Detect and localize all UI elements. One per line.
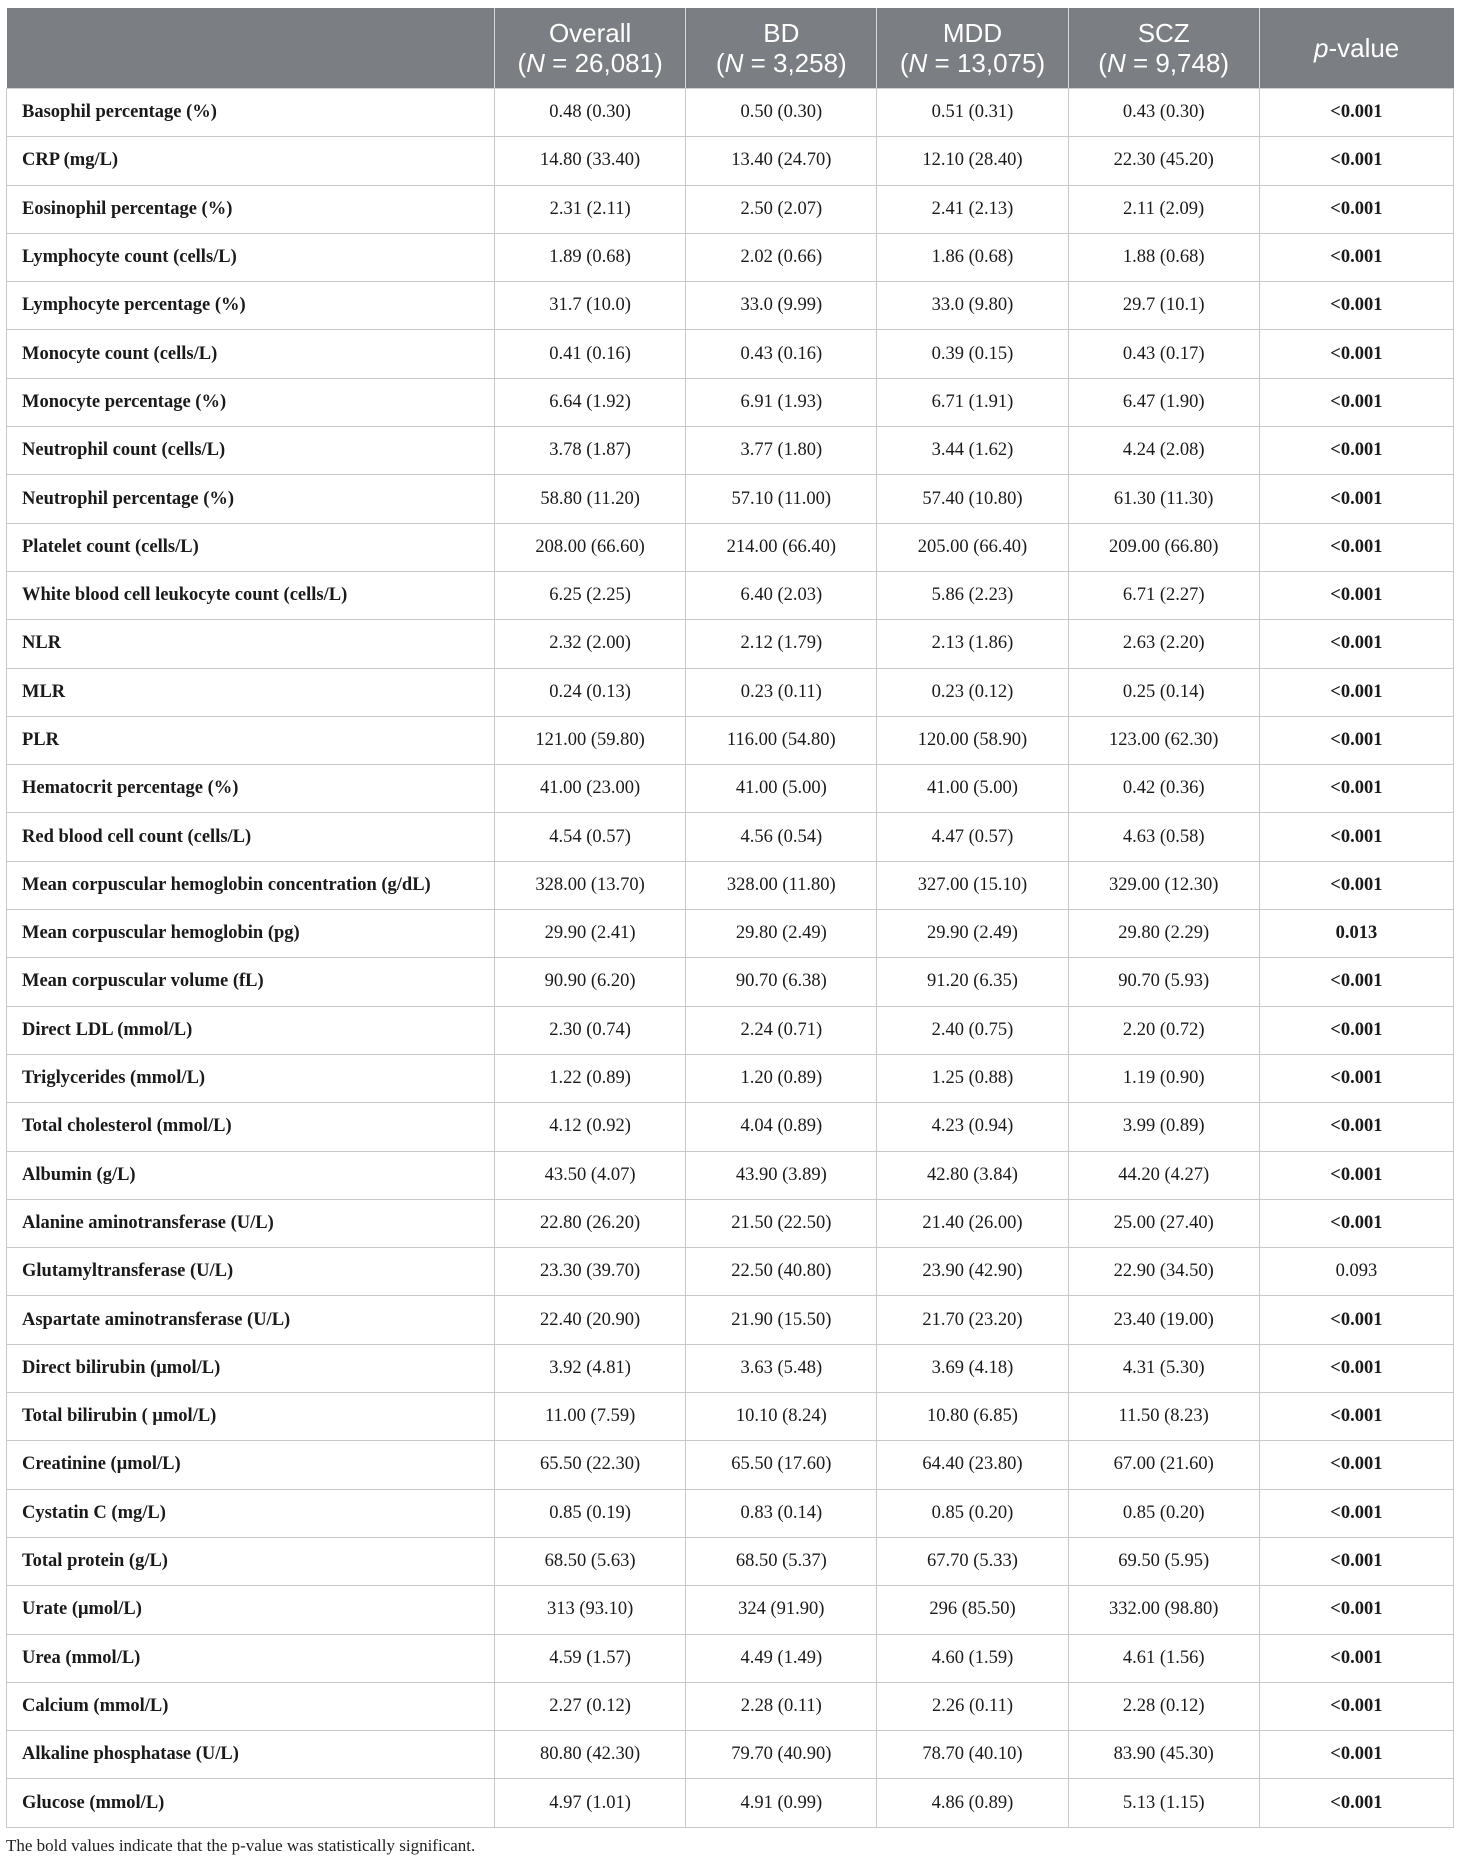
header-scz-n: (N = 9,748) xyxy=(1098,48,1230,78)
table-row xyxy=(7,861,1454,909)
cell-variable: Creatinine (μmol/L) xyxy=(7,1441,495,1489)
cell-variable: Neutrophil count (cells/L) xyxy=(7,427,495,475)
cell-bd: 21.90 (15.50) xyxy=(686,1296,877,1344)
cell-variable: Triglycerides (mmol/L) xyxy=(7,1054,495,1102)
cell-pvalue: <0.001 xyxy=(1259,475,1453,523)
header-mdd-label: MDD xyxy=(942,18,1003,48)
cell-mdd: 205.00 (66.40) xyxy=(877,523,1068,571)
cell-bd: 328.00 (11.80) xyxy=(686,861,877,909)
cell-scz: 2.20 (0.72) xyxy=(1068,1006,1259,1054)
cell-mdd: 4.60 (1.59) xyxy=(877,1634,1068,1682)
cell-bd: 2.28 (0.11) xyxy=(686,1682,877,1730)
table-row xyxy=(7,571,1454,619)
cell-scz: 44.20 (4.27) xyxy=(1068,1151,1259,1199)
table-row xyxy=(7,1586,1454,1634)
cell-bd: 2.02 (0.66) xyxy=(686,233,877,281)
cell-variable: Basophil percentage (%) xyxy=(7,89,495,137)
table-row xyxy=(7,427,1454,475)
cell-scz: 22.30 (45.20) xyxy=(1068,137,1259,185)
cell-variable: Cystatin C (mg/L) xyxy=(7,1489,495,1537)
cell-variable: CRP (mg/L) xyxy=(7,137,495,185)
cell-scz: 3.99 (0.89) xyxy=(1068,1103,1259,1151)
table-row xyxy=(7,378,1454,426)
cell-variable: Albumin (g/L) xyxy=(7,1151,495,1199)
header-mdd xyxy=(877,8,1068,89)
cell-mdd: 33.0 (9.80) xyxy=(877,282,1068,330)
table-footnote: The bold values indicate that the p-value was statistically significant. xyxy=(6,1836,476,1855)
cell-variable: Alanine aminotransferase (U/L) xyxy=(7,1199,495,1247)
header-pvalue xyxy=(1259,8,1453,89)
table-row xyxy=(7,813,1454,861)
cell-bd: 2.50 (2.07) xyxy=(686,185,877,233)
cell-scz: 5.13 (1.15) xyxy=(1068,1779,1259,1827)
cell-variable: NLR xyxy=(7,620,495,668)
cell-variable: Neutrophil percentage (%) xyxy=(7,475,495,523)
cell-pvalue: <0.001 xyxy=(1259,233,1453,281)
cell-pvalue: <0.001 xyxy=(1259,668,1453,716)
table-row xyxy=(7,1199,1454,1247)
cell-bd: 0.50 (0.30) xyxy=(686,89,877,137)
table-row xyxy=(7,233,1454,281)
cell-bd: 4.49 (1.49) xyxy=(686,1634,877,1682)
cell-bd: 29.80 (2.49) xyxy=(686,910,877,958)
cell-bd: 6.91 (1.93) xyxy=(686,378,877,426)
cell-scz: 29.80 (2.29) xyxy=(1068,910,1259,958)
cell-bd: 57.10 (11.00) xyxy=(686,475,877,523)
cell-scz: 2.28 (0.12) xyxy=(1068,1682,1259,1730)
cell-bd: 324 (91.90) xyxy=(686,1586,877,1634)
cell-pvalue: <0.001 xyxy=(1259,1682,1453,1730)
table-row xyxy=(7,910,1454,958)
cell-bd: 4.91 (0.99) xyxy=(686,1779,877,1827)
cell-bd: 43.90 (3.89) xyxy=(686,1151,877,1199)
cell-pvalue: <0.001 xyxy=(1259,1634,1453,1682)
cell-pvalue: <0.001 xyxy=(1259,523,1453,571)
table-container xyxy=(6,8,1454,1828)
cell-variable: Total cholesterol (mmol/L) xyxy=(7,1103,495,1151)
cell-mdd: 120.00 (58.90) xyxy=(877,716,1068,764)
table-row xyxy=(7,716,1454,764)
cell-bd: 6.40 (2.03) xyxy=(686,571,877,619)
cell-scz: 61.30 (11.30) xyxy=(1068,475,1259,523)
cell-pvalue: <0.001 xyxy=(1259,571,1453,619)
table-body xyxy=(7,89,1454,1828)
cell-scz: 332.00 (98.80) xyxy=(1068,1586,1259,1634)
cell-pvalue: <0.001 xyxy=(1259,185,1453,233)
cell-variable: Direct LDL (mmol/L) xyxy=(7,1006,495,1054)
cell-mdd: 41.00 (5.00) xyxy=(877,765,1068,813)
cell-overall: 90.90 (6.20) xyxy=(495,958,686,1006)
cell-pvalue: <0.001 xyxy=(1259,378,1453,426)
cell-variable: PLR xyxy=(7,716,495,764)
table-row xyxy=(7,1731,1454,1779)
cell-scz: 0.42 (0.36) xyxy=(1068,765,1259,813)
cell-scz: 23.40 (19.00) xyxy=(1068,1296,1259,1344)
cell-scz: 22.90 (34.50) xyxy=(1068,1248,1259,1296)
cell-mdd: 64.40 (23.80) xyxy=(877,1441,1068,1489)
cell-bd: 0.43 (0.16) xyxy=(686,330,877,378)
cell-overall: 2.27 (0.12) xyxy=(495,1682,686,1730)
cell-pvalue: <0.001 xyxy=(1259,1393,1453,1441)
cell-variable: Glucose (mmol/L) xyxy=(7,1779,495,1827)
cell-scz: 4.61 (1.56) xyxy=(1068,1634,1259,1682)
table-row xyxy=(7,185,1454,233)
table-row xyxy=(7,1248,1454,1296)
table-row xyxy=(7,475,1454,523)
cell-overall: 80.80 (42.30) xyxy=(495,1731,686,1779)
table-row xyxy=(7,1151,1454,1199)
cell-pvalue: <0.001 xyxy=(1259,765,1453,813)
cell-variable: Lymphocyte percentage (%) xyxy=(7,282,495,330)
cell-mdd: 0.23 (0.12) xyxy=(877,668,1068,716)
cell-overall: 0.85 (0.19) xyxy=(495,1489,686,1537)
table-row xyxy=(7,1054,1454,1102)
cell-variable: MLR xyxy=(7,668,495,716)
cell-overall: 29.90 (2.41) xyxy=(495,910,686,958)
cell-scz: 329.00 (12.30) xyxy=(1068,861,1259,909)
cell-overall: 3.78 (1.87) xyxy=(495,427,686,475)
cell-scz: 123.00 (62.30) xyxy=(1068,716,1259,764)
cell-mdd: 4.23 (0.94) xyxy=(877,1103,1068,1151)
cell-overall: 0.48 (0.30) xyxy=(495,89,686,137)
cell-pvalue: <0.001 xyxy=(1259,1054,1453,1102)
cell-mdd: 23.90 (42.90) xyxy=(877,1248,1068,1296)
header-pvalue-prefix: p xyxy=(1313,33,1329,63)
cell-mdd: 21.40 (26.00) xyxy=(877,1199,1068,1247)
cell-overall: 4.12 (0.92) xyxy=(495,1103,686,1151)
cell-mdd: 0.39 (0.15) xyxy=(877,330,1068,378)
cell-scz: 4.63 (0.58) xyxy=(1068,813,1259,861)
cell-bd: 116.00 (54.80) xyxy=(686,716,877,764)
table-row xyxy=(7,1441,1454,1489)
cell-overall: 43.50 (4.07) xyxy=(495,1151,686,1199)
cell-pvalue: <0.001 xyxy=(1259,1537,1453,1585)
cell-overall: 6.25 (2.25) xyxy=(495,571,686,619)
table-row xyxy=(7,1537,1454,1585)
header-pvalue-suffix: -value xyxy=(1328,33,1400,63)
cell-pvalue: 0.093 xyxy=(1259,1248,1453,1296)
cell-pvalue: <0.001 xyxy=(1259,1344,1453,1392)
cell-bd: 214.00 (66.40) xyxy=(686,523,877,571)
table-row xyxy=(7,1393,1454,1441)
cell-variable: Hematocrit percentage (%) xyxy=(7,765,495,813)
cell-mdd: 42.80 (3.84) xyxy=(877,1151,1068,1199)
table-row xyxy=(7,282,1454,330)
table-row xyxy=(7,1682,1454,1730)
cell-mdd: 67.70 (5.33) xyxy=(877,1537,1068,1585)
cell-bd: 0.23 (0.11) xyxy=(686,668,877,716)
cell-overall: 0.41 (0.16) xyxy=(495,330,686,378)
cell-overall: 313 (93.10) xyxy=(495,1586,686,1634)
cell-mdd: 2.41 (2.13) xyxy=(877,185,1068,233)
cell-bd: 10.10 (8.24) xyxy=(686,1393,877,1441)
lab-values-table xyxy=(6,8,1454,1828)
cell-pvalue: <0.001 xyxy=(1259,89,1453,137)
cell-mdd: 10.80 (6.85) xyxy=(877,1393,1068,1441)
cell-pvalue: <0.001 xyxy=(1259,1151,1453,1199)
cell-variable: Total bilirubin ( μmol/L) xyxy=(7,1393,495,1441)
cell-variable: Monocyte count (cells/L) xyxy=(7,330,495,378)
cell-overall: 208.00 (66.60) xyxy=(495,523,686,571)
cell-bd: 33.0 (9.99) xyxy=(686,282,877,330)
cell-variable: Eosinophil percentage (%) xyxy=(7,185,495,233)
table-row xyxy=(7,137,1454,185)
cell-bd: 13.40 (24.70) xyxy=(686,137,877,185)
cell-mdd: 296 (85.50) xyxy=(877,1586,1068,1634)
table-row xyxy=(7,1006,1454,1054)
cell-pvalue: <0.001 xyxy=(1259,1103,1453,1151)
cell-pvalue: <0.001 xyxy=(1259,958,1453,1006)
cell-scz: 0.43 (0.30) xyxy=(1068,89,1259,137)
cell-variable: Alkaline phosphatase (U/L) xyxy=(7,1731,495,1779)
cell-scz: 1.88 (0.68) xyxy=(1068,233,1259,281)
cell-scz: 1.19 (0.90) xyxy=(1068,1054,1259,1102)
header-bd-label: BD xyxy=(763,18,800,48)
cell-overall: 68.50 (5.63) xyxy=(495,1537,686,1585)
cell-scz: 25.00 (27.40) xyxy=(1068,1199,1259,1247)
cell-bd: 1.20 (0.89) xyxy=(686,1054,877,1102)
cell-scz: 4.24 (2.08) xyxy=(1068,427,1259,475)
header-variable xyxy=(7,8,495,89)
table-header xyxy=(7,8,1454,89)
table-row xyxy=(7,330,1454,378)
cell-variable: Monocyte percentage (%) xyxy=(7,378,495,426)
cell-mdd: 0.51 (0.31) xyxy=(877,89,1068,137)
cell-mdd: 2.13 (1.86) xyxy=(877,620,1068,668)
cell-variable: Total protein (g/L) xyxy=(7,1537,495,1585)
cell-scz: 2.63 (2.20) xyxy=(1068,620,1259,668)
header-overall-n: (N = 26,081) xyxy=(517,48,663,78)
cell-bd: 41.00 (5.00) xyxy=(686,765,877,813)
cell-mdd: 5.86 (2.23) xyxy=(877,571,1068,619)
cell-bd: 4.56 (0.54) xyxy=(686,813,877,861)
table-row xyxy=(7,620,1454,668)
cell-scz: 0.43 (0.17) xyxy=(1068,330,1259,378)
cell-mdd: 57.40 (10.80) xyxy=(877,475,1068,523)
table-row xyxy=(7,668,1454,716)
cell-mdd: 21.70 (23.20) xyxy=(877,1296,1068,1344)
cell-variable: Mean corpuscular volume (fL) xyxy=(7,958,495,1006)
header-scz-label: SCZ xyxy=(1137,18,1190,48)
cell-variable: Direct bilirubin (μmol/L) xyxy=(7,1344,495,1392)
cell-mdd: 2.26 (0.11) xyxy=(877,1682,1068,1730)
cell-variable: White blood cell leukocyte count (cells/L) xyxy=(7,571,495,619)
cell-pvalue: <0.001 xyxy=(1259,1006,1453,1054)
cell-variable: Glutamyltransferase (U/L) xyxy=(7,1248,495,1296)
cell-overall: 2.31 (2.11) xyxy=(495,185,686,233)
cell-variable: Urate (μmol/L) xyxy=(7,1586,495,1634)
cell-mdd: 3.69 (4.18) xyxy=(877,1344,1068,1392)
cell-overall: 65.50 (22.30) xyxy=(495,1441,686,1489)
cell-overall: 4.59 (1.57) xyxy=(495,1634,686,1682)
header-overall-label: Overall xyxy=(548,18,632,48)
cell-variable: Mean corpuscular hemoglobin (pg) xyxy=(7,910,495,958)
cell-pvalue: <0.001 xyxy=(1259,1199,1453,1247)
header-overall xyxy=(495,8,686,89)
cell-pvalue: <0.001 xyxy=(1259,813,1453,861)
cell-mdd: 91.20 (6.35) xyxy=(877,958,1068,1006)
table-row xyxy=(7,1296,1454,1344)
cell-mdd: 4.86 (0.89) xyxy=(877,1779,1068,1827)
cell-pvalue: <0.001 xyxy=(1259,330,1453,378)
cell-overall: 41.00 (23.00) xyxy=(495,765,686,813)
cell-mdd: 2.40 (0.75) xyxy=(877,1006,1068,1054)
cell-mdd: 4.47 (0.57) xyxy=(877,813,1068,861)
cell-scz: 83.90 (45.30) xyxy=(1068,1731,1259,1779)
cell-overall: 22.80 (26.20) xyxy=(495,1199,686,1247)
cell-overall: 4.97 (1.01) xyxy=(495,1779,686,1827)
cell-overall: 14.80 (33.40) xyxy=(495,137,686,185)
cell-pvalue: 0.013 xyxy=(1259,910,1453,958)
table-row xyxy=(7,1344,1454,1392)
cell-scz: 4.31 (5.30) xyxy=(1068,1344,1259,1392)
cell-overall: 0.24 (0.13) xyxy=(495,668,686,716)
cell-overall: 1.89 (0.68) xyxy=(495,233,686,281)
cell-mdd: 1.25 (0.88) xyxy=(877,1054,1068,1102)
cell-scz: 6.71 (2.27) xyxy=(1068,571,1259,619)
cell-bd: 3.77 (1.80) xyxy=(686,427,877,475)
cell-overall: 11.00 (7.59) xyxy=(495,1393,686,1441)
cell-pvalue: <0.001 xyxy=(1259,1586,1453,1634)
cell-bd: 79.70 (40.90) xyxy=(686,1731,877,1779)
cell-bd: 90.70 (6.38) xyxy=(686,958,877,1006)
cell-bd: 2.12 (1.79) xyxy=(686,620,877,668)
cell-mdd: 3.44 (1.62) xyxy=(877,427,1068,475)
cell-bd: 68.50 (5.37) xyxy=(686,1537,877,1585)
cell-mdd: 1.86 (0.68) xyxy=(877,233,1068,281)
cell-pvalue: <0.001 xyxy=(1259,1779,1453,1827)
cell-overall: 328.00 (13.70) xyxy=(495,861,686,909)
cell-mdd: 29.90 (2.49) xyxy=(877,910,1068,958)
cell-scz: 11.50 (8.23) xyxy=(1068,1393,1259,1441)
cell-pvalue: <0.001 xyxy=(1259,1731,1453,1779)
cell-overall: 2.30 (0.74) xyxy=(495,1006,686,1054)
cell-mdd: 6.71 (1.91) xyxy=(877,378,1068,426)
cell-bd: 4.04 (0.89) xyxy=(686,1103,877,1151)
table-row xyxy=(7,1779,1454,1827)
cell-pvalue: <0.001 xyxy=(1259,282,1453,330)
cell-variable: Lymphocyte count (cells/L) xyxy=(7,233,495,281)
cell-scz: 0.85 (0.20) xyxy=(1068,1489,1259,1537)
cell-pvalue: <0.001 xyxy=(1259,427,1453,475)
cell-pvalue: <0.001 xyxy=(1259,620,1453,668)
cell-overall: 121.00 (59.80) xyxy=(495,716,686,764)
cell-overall: 1.22 (0.89) xyxy=(495,1054,686,1102)
cell-variable: Mean corpuscular hemoglobin concentration (g/dL) xyxy=(7,861,495,909)
cell-pvalue: <0.001 xyxy=(1259,1489,1453,1537)
header-bd-n: (N = 3,258) xyxy=(715,48,847,78)
cell-scz: 209.00 (66.80) xyxy=(1068,523,1259,571)
cell-mdd: 78.70 (40.10) xyxy=(877,1731,1068,1779)
table-row xyxy=(7,1103,1454,1151)
header-bd xyxy=(686,8,877,89)
table-row xyxy=(7,765,1454,813)
cell-variable: Platelet count (cells/L) xyxy=(7,523,495,571)
cell-mdd: 0.85 (0.20) xyxy=(877,1489,1068,1537)
cell-bd: 22.50 (40.80) xyxy=(686,1248,877,1296)
cell-scz: 6.47 (1.90) xyxy=(1068,378,1259,426)
cell-overall: 22.40 (20.90) xyxy=(495,1296,686,1344)
header-mdd-n: (N = 13,075) xyxy=(899,48,1046,78)
cell-mdd: 12.10 (28.40) xyxy=(877,137,1068,185)
cell-scz: 29.7 (10.1) xyxy=(1068,282,1259,330)
cell-overall: 4.54 (0.57) xyxy=(495,813,686,861)
table-row xyxy=(7,1634,1454,1682)
cell-scz: 0.25 (0.14) xyxy=(1068,668,1259,716)
cell-pvalue: <0.001 xyxy=(1259,137,1453,185)
cell-overall: 23.30 (39.70) xyxy=(495,1248,686,1296)
header-scz xyxy=(1068,8,1259,89)
cell-bd: 2.24 (0.71) xyxy=(686,1006,877,1054)
table-row xyxy=(7,1489,1454,1537)
cell-scz: 67.00 (21.60) xyxy=(1068,1441,1259,1489)
cell-bd: 65.50 (17.60) xyxy=(686,1441,877,1489)
cell-scz: 2.11 (2.09) xyxy=(1068,185,1259,233)
cell-overall: 6.64 (1.92) xyxy=(495,378,686,426)
cell-variable: Urea (mmol/L) xyxy=(7,1634,495,1682)
header-row xyxy=(7,8,1454,89)
cell-overall: 2.32 (2.00) xyxy=(495,620,686,668)
cell-pvalue: <0.001 xyxy=(1259,1296,1453,1344)
cell-overall: 58.80 (11.20) xyxy=(495,475,686,523)
cell-bd: 21.50 (22.50) xyxy=(686,1199,877,1247)
cell-variable: Red blood cell count (cells/L) xyxy=(7,813,495,861)
cell-bd: 0.83 (0.14) xyxy=(686,1489,877,1537)
table-row xyxy=(7,523,1454,571)
cell-scz: 69.50 (5.95) xyxy=(1068,1537,1259,1585)
cell-mdd: 327.00 (15.10) xyxy=(877,861,1068,909)
cell-scz: 90.70 (5.93) xyxy=(1068,958,1259,1006)
cell-overall: 3.92 (4.81) xyxy=(495,1344,686,1392)
cell-pvalue: <0.001 xyxy=(1259,861,1453,909)
cell-overall: 31.7 (10.0) xyxy=(495,282,686,330)
table-row xyxy=(7,89,1454,137)
table-row xyxy=(7,958,1454,1006)
cell-pvalue: <0.001 xyxy=(1259,1441,1453,1489)
cell-variable: Aspartate aminotransferase (U/L) xyxy=(7,1296,495,1344)
cell-bd: 3.63 (5.48) xyxy=(686,1344,877,1392)
cell-variable: Calcium (mmol/L) xyxy=(7,1682,495,1730)
cell-pvalue: <0.001 xyxy=(1259,716,1453,764)
